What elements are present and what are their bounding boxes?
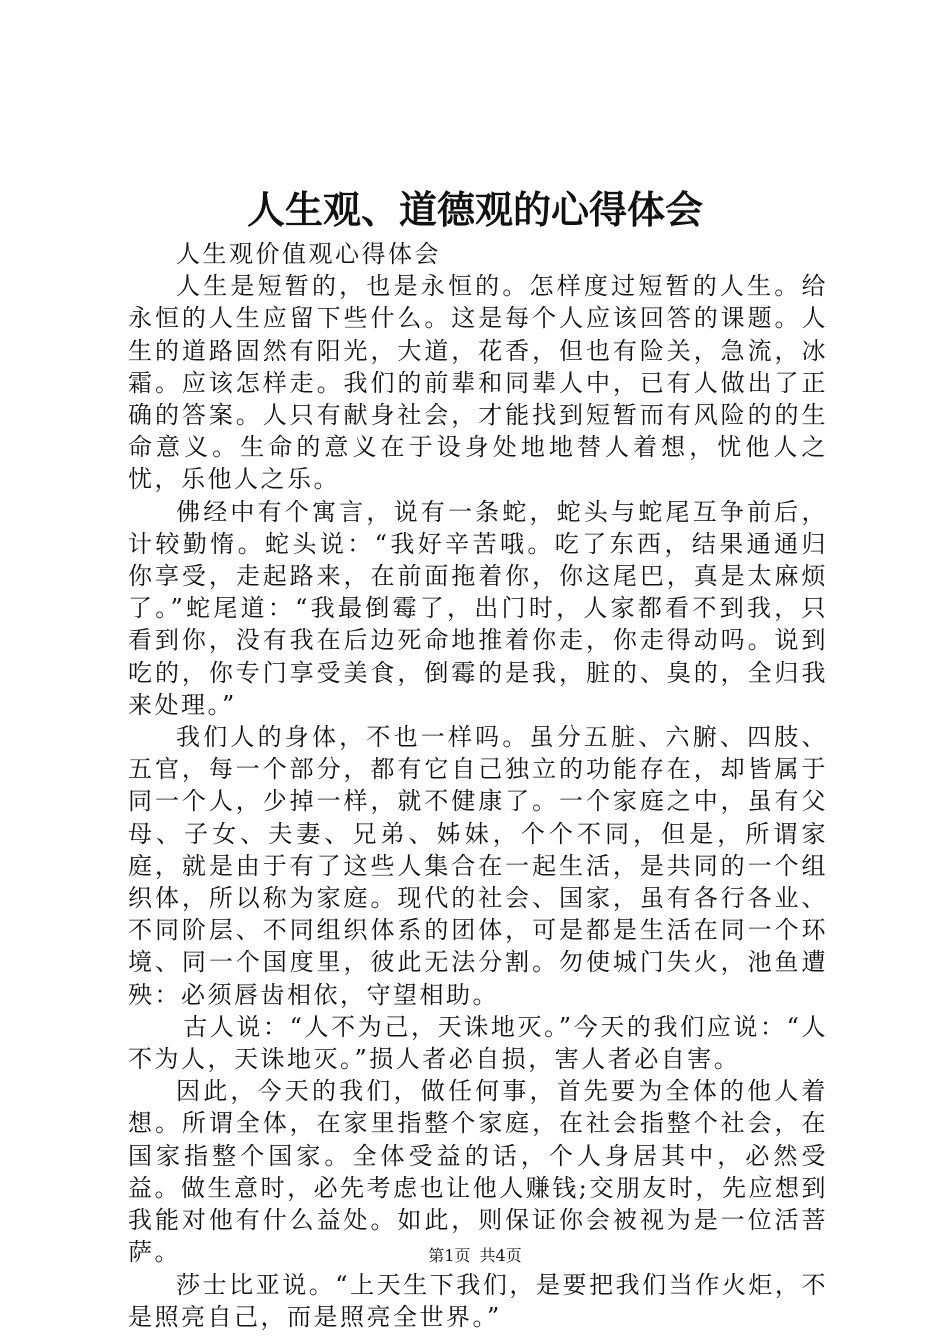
paragraph-3: 我们人的身体，不也一样吗。虽分五脏、六腑、四肢、五官，每一个部分，都有它自己独立的功能存在，却皆属于同一个人，少掉一样，就不健康了。一个家庭之中，虽有父母、子女、夫妻、兄弟、姊妹，个个不同，但是，所谓家庭，就是由于有了这些人集合在一起生活，是共同的一个组织体，所以称为家庭。现代的社会、国家，虽有各行各业、不同阶层、不同组织体系的团体，可是都是生活在同一个环境、同一个国度里，彼此无法分割。勿使城门失火，池鱼遭殃：必须唇齿相依，守望相助。 xyxy=(128,723,828,1009)
document-title: 人生观、道德观的心得体会 xyxy=(246,187,703,232)
paragraph-2: 佛经中有个寓言，说有一条蛇，蛇头与蛇尾互争前后，计较勤惰。蛇头说：“我好辛苦哦。吃了东西，结果通通归你享受，走起路来，在前面拖着你，你这尾巴，真是太麻烦了。”蛇尾道：“我最倒霉了，出门时，人家都看不到我，只看到你，没有我在后边死命地推着你走，你走得动吗。说到吃的，你专门享受美食，倒霉的是我，脏的、臭的，全归我来处理。” xyxy=(128,497,828,719)
paragraph-4: 古人说：“人不为己，天诛地灭。”今天的我们应说：“人不为人，天诛地灭。”损人者必自损，害人者必自害。 xyxy=(128,1012,828,1074)
paragraph-6: 莎士比亚说。“上天生下我们，是要把我们当作火炬，不是照亮自己，而是照亮全世界。” xyxy=(128,1270,828,1331)
page-number: 第1页 xyxy=(428,1246,471,1265)
paragraph-1: 人生是短暂的，也是永恒的。怎样度过短暂的人生。给永恒的人生应留下些什么。这是每个人应该回答的课题。人生的道路固然有阳光，大道，花香，但也有险关，急流，冰霜。应该怎样走。我们的前辈和同辈人中，已有人做出了正确的答案。人只有献身社会，才能找到短暂而有风险的的生命意义。生命的意义在于设身处地地替人着想，忧他人之忧，乐他人之乐。 xyxy=(128,272,828,494)
document-body xyxy=(128,238,828,1333)
paragraph-5: 因此，今天的我们，做任何事，首先要为全体的他人着想。所谓全体，在家里指整个家庭，在社会指整个社会，在国家指整个国家。全体受益的话，个人身居其中，必然受益。做生意时，必先考虑也让他人赚钱;交朋友时，先应想到我能对他有什么益处。如此，则保证你会被视为是一位活菩萨。 xyxy=(128,1077,828,1267)
page-total: 共4页 xyxy=(479,1246,522,1265)
document-subheading: 人生观价值观心得体会 xyxy=(176,240,441,268)
page-footer xyxy=(0,1245,950,1267)
